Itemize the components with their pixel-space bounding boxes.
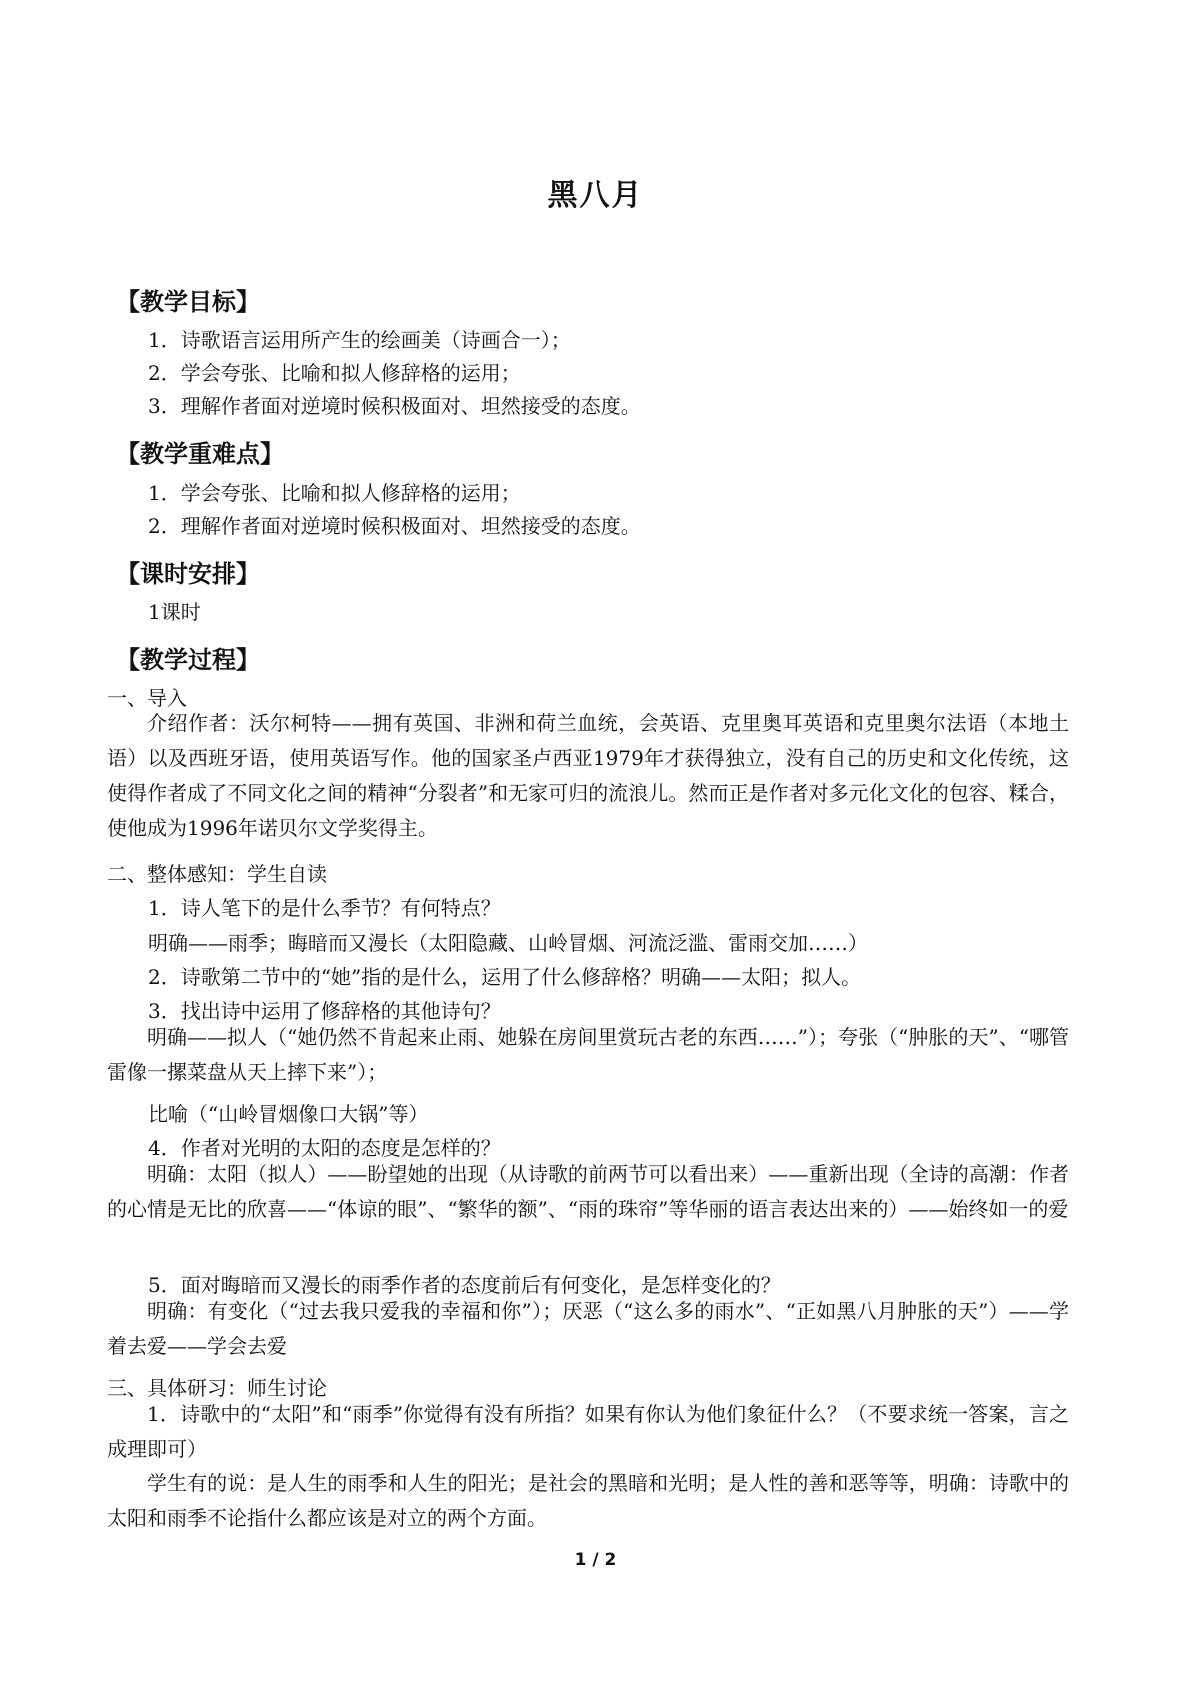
answer-paragraph: 学生有的说：是人生的雨季和人生的阳光；是社会的黑暗和光明；是人性的善和恶等等，明确：诗歌中的太阳和雨季不论指什么都应该是对立的两个方面。 bbox=[107, 1471, 1069, 1530]
schedule-text: 1课时 bbox=[148, 600, 201, 624]
page-title: 黑八月 bbox=[547, 178, 644, 213]
question-paragraph: 1．诗歌中的“太阳”和“雨季”你觉得有没有所指？如果有你认为他们象征什么？（不要求统一答案，言之成理即可） bbox=[107, 1402, 1069, 1461]
heading-objectives: 【教学目标】 bbox=[116, 288, 260, 316]
objective-item: 1．诗歌语言运用所产生的绘画美（诗画合一）； bbox=[148, 328, 571, 352]
heading-key-points: 【教学重难点】 bbox=[116, 440, 284, 468]
answer-item: 明确——雨季；晦暗而又漫长（太阳隐藏、山岭冒烟、河流泛滥、雷雨交加……） bbox=[148, 931, 868, 955]
objective-item: 2．学会夸张、比喻和拟人修辞格的运用； bbox=[148, 361, 521, 385]
heading-schedule: 【课时安排】 bbox=[116, 560, 260, 588]
question-item: 4．作者对光明的太阳的态度是怎样的？ bbox=[148, 1136, 501, 1160]
question-item: 5．面对晦暗而又漫长的雨季作者的态度前后有何变化，是怎样变化的？ bbox=[148, 1273, 781, 1297]
question-item: 2．诗歌第二节中的“她”指的是什么，运用了什么修辞格？明确——太阳；拟人。 bbox=[148, 965, 862, 989]
key-point-item: 2．理解作者面对逆境时候积极面对、坦然接受的态度。 bbox=[148, 514, 641, 538]
paragraph-intro: 介绍作者：沃尔柯特——拥有英国、非洲和荷兰血统，会英语、克里奥耳英语和克里奥尔法语（本地土语）以及西班牙语，使用英语写作。他的国家圣卢西亚1979年才获得独立，没有自己的历史和文化传统，这使得作者成了不同文化之间的精神“分裂者”和无家可归的流浪儿。然而正是作者对多元化文化的包容、糅合，使他成为1996年诺贝尔文学奖得主。 bbox=[107, 711, 1069, 840]
section-heading: 三、具体研习：师生讨论 bbox=[107, 1376, 327, 1400]
answer-paragraph: 明确——拟人（“她仍然不肯起来止雨、她躲在房间里赏玩古老的东西……”）；夸张（“肿胀的天”、“哪管雷像一摞菜盘从天上摔下来”）； bbox=[107, 1025, 1069, 1084]
heading-process: 【教学过程】 bbox=[116, 646, 260, 674]
answer-item: 比喻（“山岭冒烟像口大锅”等） bbox=[148, 1102, 429, 1126]
key-point-item: 1．学会夸张、比喻和拟人修辞格的运用； bbox=[148, 481, 521, 505]
question-item: 1．诗人笔下的是什么季节？有何特点？ bbox=[148, 896, 501, 920]
page-number: 1 / 2 bbox=[574, 1550, 617, 1570]
answer-paragraph: 明确：有变化（“过去我只爱我的幸福和你”）；厌恶（“这么多的雨水”、“正如黑八月肿胀的天”）——学着去爱——学会去爱 bbox=[107, 1299, 1069, 1358]
section-heading: 二、整体感知：学生自读 bbox=[107, 862, 327, 886]
answer-paragraph: 明确：太阳（拟人）——盼望她的出现（从诗歌的前两节可以看出来）——重新出现（全诗的高潮：作者的心情是无比的欣喜——“体谅的眼”、“繁华的额”、“雨的珠帘”等华丽的语言表达出来的）——始终如一的爱 bbox=[107, 1162, 1069, 1221]
section-heading: 一、导入 bbox=[107, 686, 187, 710]
question-item: 3．找出诗中运用了修辞格的其他诗句？ bbox=[148, 999, 501, 1023]
objective-item: 3．理解作者面对逆境时候积极面对、坦然接受的态度。 bbox=[148, 394, 641, 418]
